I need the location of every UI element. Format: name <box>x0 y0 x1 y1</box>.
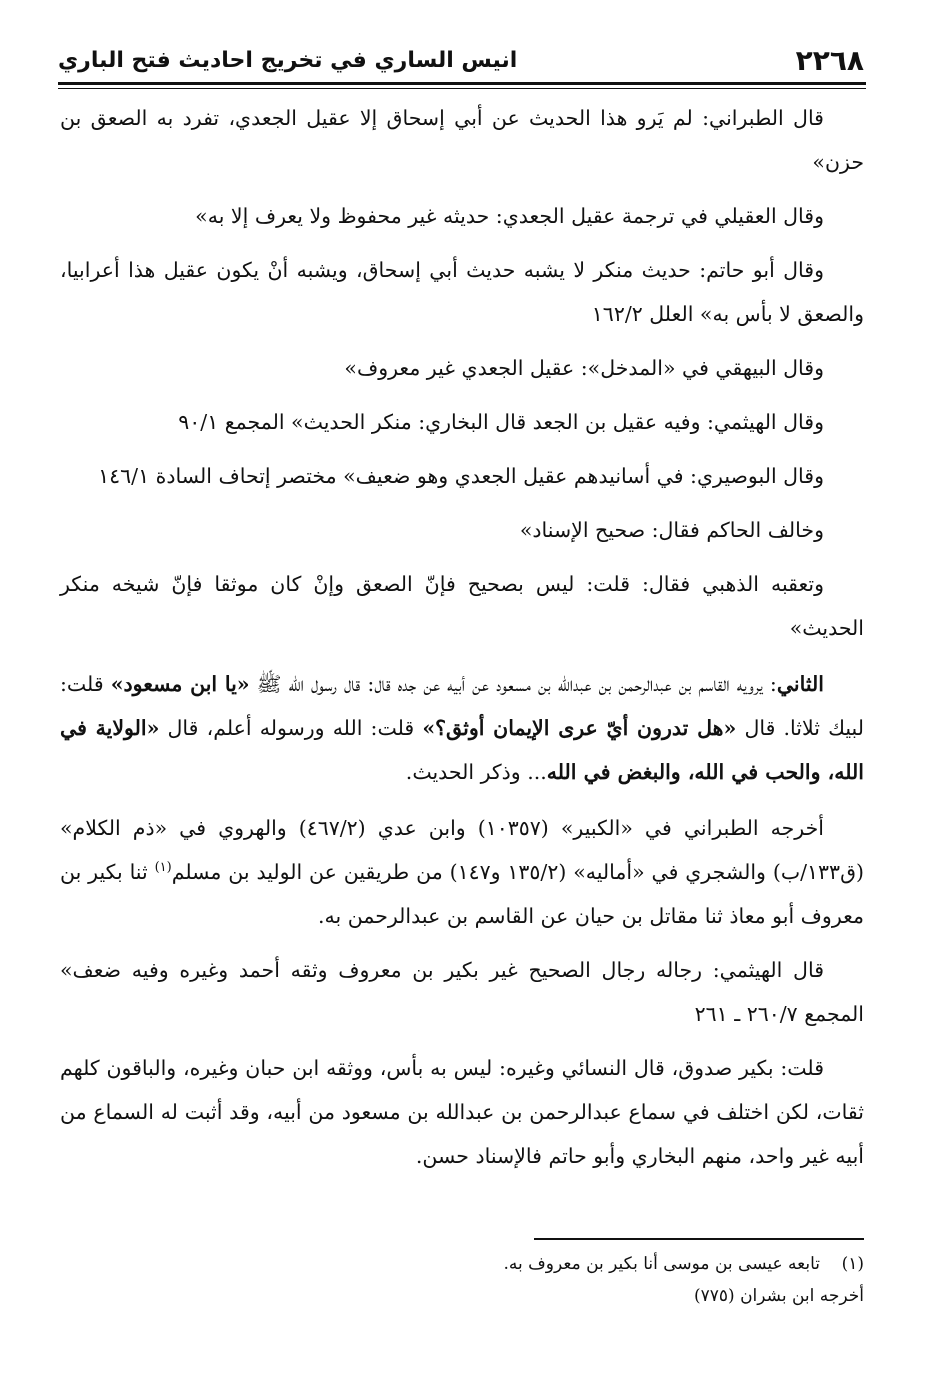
hadith-quote-1: «يا ابن مسعود» <box>110 672 250 696</box>
takhrij-text-b: ثنا بكير بن معروف أبو معاذ ثنا مقاتل بن حيان عن القاسم بن عبدالرحمن به. <box>60 860 864 928</box>
second-text-a: : يرويه القاسم بن عبدالرحمن بن عبدالله بن مسعود عن أبيه عن جده قال: قال رسول الله ﷺ <box>249 672 777 696</box>
paragraph-second-hadith <box>60 662 864 794</box>
hadith-quote-3: «الولاية في الله، والحب في الله، والبغض في الله <box>60 716 864 784</box>
footnote-ref: (١) <box>154 860 172 876</box>
footnotes <box>60 1248 864 1312</box>
footnote-line-2: أخرجه ابن بشران (٧٧٥) <box>693 1286 864 1306</box>
paragraph-hakim: وخالف الحاكم فقال: صحيح الإسناد» <box>519 518 824 542</box>
paragraph-busiri: وقال البوصيري: في أسانيدهم عقيل الجعدي وهو ضعيف» مختصر إتحاف السادة ١٤٦/١ <box>98 464 824 488</box>
paragraph-dhahabi: وتعقبه الذهبي فقال: قلت: ليس بصحيح فإنّ الصعق وإنْ كان موثقا فإنّ شيخه منكر الحديث» <box>60 572 864 640</box>
paragraph-takhrij <box>60 806 864 938</box>
footnote-1 <box>60 1248 864 1280</box>
paragraph-conclusion: قلت: بكير صدوق، قال النسائي وغيره: ليس به بأس، ووثقه ابن حبان وغيره، والباقون كلهم ثقات، لكن اختلف في سماع عبدالرحمن بن عبدالله بن مسعود من أبيه، وقد أثبت له السماع من أبيه غير واحد، منهم البخاري وأبو حاتم فالإسناد حسن. <box>60 1056 864 1168</box>
footnote-line-1: تابعه عيسى بن موسى أنا بكير بن معروف به. <box>503 1254 820 1274</box>
header-rule <box>58 82 866 89</box>
footnote-mark: (١) <box>841 1254 864 1274</box>
paragraph-abu-hatim: وقال أبو حاتم: حديث منكر لا يشبه حديث أبي إسحاق، ويشبه أنْ يكون عقيل هذا أعرابيا، والصعق لا بأس به» العلل ١٦٢/٢ <box>60 258 864 326</box>
second-text-c: قلت: لبيك ثلاثا. قال <box>60 672 864 740</box>
takhrij-text-a: أخرجه الطبراني في «الكبير» (١٠٣٥٧) وابن عدي (٤٦٧/٢) والهروي في «ذم الكلام» (ق١٣٣/ب) والشجري في «أماليه» (١٣٥/٢ و١٤٧) من طريقين عن الوليد بن مسلم <box>60 816 864 884</box>
running-title: انيس الساري في تخريج احاديث فتح الباري <box>58 47 518 73</box>
hadith-quote-2: «هل تدرون أيّ عرى الإيمان أوثق؟» <box>422 716 737 740</box>
second-text-e: قلت: الله ورسوله أعلم، قال <box>159 716 423 740</box>
second-text-g: ... وذكر الحديث. <box>405 760 547 784</box>
paragraph-uqayli: وقال العقيلي في ترجمة عقيل الجعدي: حديثه غير محفوظ ولا يعرف إلا به» <box>195 204 824 228</box>
paragraph-haythami-2: قال الهيثمي: رجاله رجال الصحيح غير بكير بن معروف وثقه أحمد وغيره وفيه ضعف» المجمع ٢٦٠/٧ ـ ٢٦١ <box>60 958 864 1026</box>
page-header <box>58 40 866 80</box>
paragraph-haythami: وقال الهيثمي: وفيه عقيل بن الجعد قال البخاري: منكر الحديث» المجمع ٩٠/١ <box>178 410 824 434</box>
main-text <box>60 96 864 1188</box>
page-number: ٢٢٦٨ <box>795 43 864 77</box>
footnote-rule <box>534 1238 864 1240</box>
paragraph-bayhaqi: وقال البيهقي في «المدخل»: عقيل الجعدي غير معروف» <box>344 356 824 380</box>
paragraph-tabarani: قال الطبراني: لم يَرو هذا الحديث عن أبي إسحاق إلا عقيل الجعدي، تفرد به الصعق بن حزن» <box>60 106 864 174</box>
second-lead-word: الثاني <box>776 672 824 696</box>
